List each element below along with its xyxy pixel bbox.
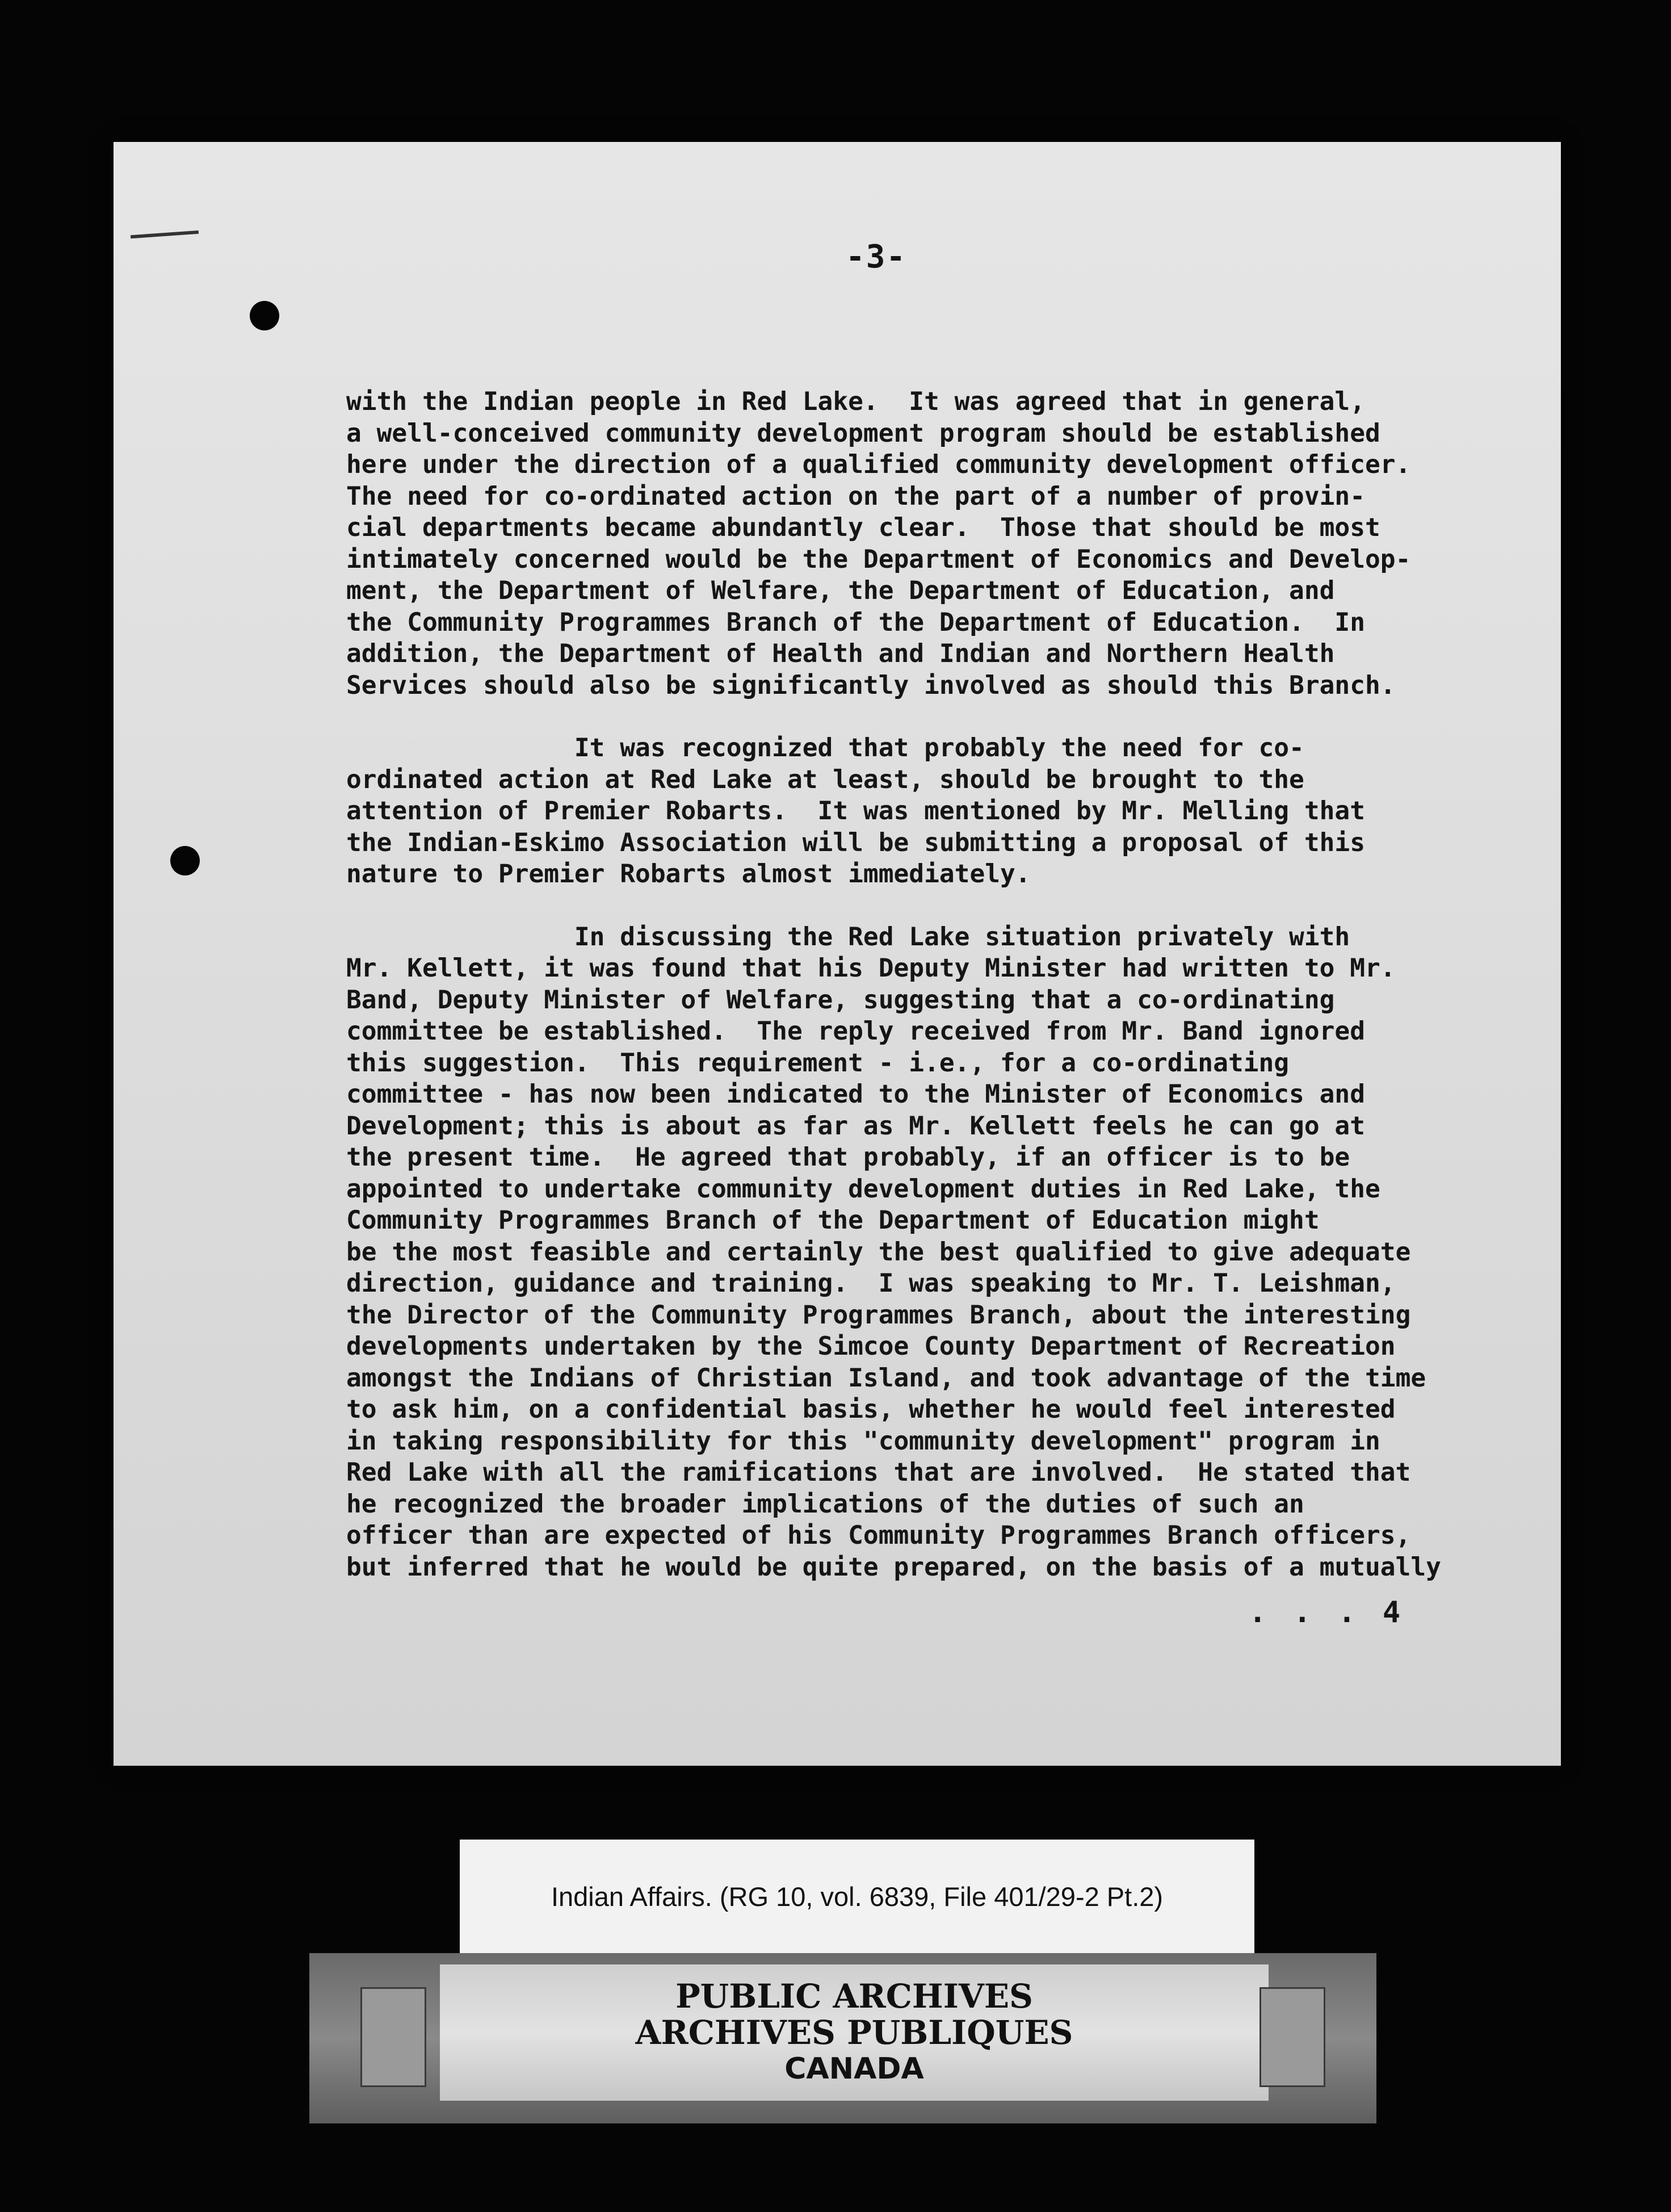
text-line: ment, the Department of Welfare, the Department of Education, and: [346, 576, 1335, 605]
punch-hole: [170, 846, 200, 875]
text-line: nature to Premier Robarts almost immediately.: [346, 860, 1031, 889]
text-line: committee be established. The reply received from Mr. Band ignored: [346, 1017, 1366, 1046]
text-line: Mr. Kellett, it was found that his Deputy Minister had written to Mr.: [346, 954, 1396, 983]
archives-line-french: ARCHIVES PUBLIQUES: [635, 2013, 1073, 2052]
text-line: In discussing the Red Lake situation privately with: [346, 922, 1350, 952]
clip: [360, 1987, 426, 2087]
text-line: in taking responsibility for this "community development" program in: [346, 1426, 1380, 1456]
archives-label: [440, 1964, 1269, 2101]
archive-caption-box: [460, 1840, 1254, 1953]
text-line: committee - has now been indicated to the Minister of Economics and: [346, 1080, 1366, 1109]
text-line: to ask him, on a confidential basis, whether he would feel interested: [346, 1395, 1396, 1424]
text-line: with the Indian people in Red Lake. It was agreed that in general,: [346, 387, 1366, 416]
text-line: officer than are expected of his Community Programmes Branch officers,: [346, 1521, 1411, 1550]
text-line: the Community Programmes Branch of the Department of Education. In: [346, 608, 1366, 637]
edge-mark: [131, 231, 199, 238]
text-line: direction, guidance and training. I was speaking to Mr. T. Leishman,: [346, 1269, 1396, 1298]
text-line: this suggestion. This requirement - i.e., for a co-ordinating: [346, 1048, 1290, 1078]
text-line: Development; this is about as far as Mr. Kellett feels he can go at: [346, 1111, 1366, 1141]
archives-line-english: PUBLIC ARCHIVES: [675, 1977, 1033, 2016]
paragraph: [346, 386, 1550, 701]
text-line: Services should also be significantly involved as should this Branch.: [346, 671, 1396, 700]
document-body: [346, 386, 1550, 1583]
punch-hole: [250, 301, 279, 330]
text-line: the Director of the Community Programmes Branch, about the interesting: [346, 1300, 1411, 1330]
text-line: the present time. He agreed that probably, if an officer is to be: [346, 1143, 1350, 1172]
text-line: cial departments became abundantly clear. Those that should be most: [346, 513, 1380, 542]
archives-stamp-strip: [309, 1953, 1376, 2123]
document-page: [114, 142, 1561, 1766]
text-line: a well-conceived community development program should be established: [346, 418, 1380, 448]
archives-line-country: CANADA: [784, 2052, 924, 2086]
text-line: the Indian-Eskimo Association will be submitting a proposal of this: [346, 828, 1366, 857]
text-line: ordinated action at Red Lake at least, should be brought to the: [346, 765, 1304, 794]
text-line: intimately concerned would be the Department of Economics and Develop-: [346, 544, 1411, 574]
text-line: appointed to undertake community development duties in Red Lake, the: [346, 1174, 1380, 1204]
text-line: Community Programmes Branch of the Department of Education might: [346, 1206, 1320, 1235]
paragraph-gap: [346, 890, 1550, 921]
archive-caption: Indian Affairs. (RG 10, vol. 6839, File 401/29-2 Pt.2): [551, 1881, 1164, 1912]
text-line: attention of Premier Robarts. It was mentioned by Mr. Melling that: [346, 797, 1366, 826]
text-line: he recognized the broader implications of the duties of such an: [346, 1489, 1304, 1519]
text-line: be the most feasible and certainly the best qualified to give adequate: [346, 1237, 1411, 1267]
text-line: Band, Deputy Minister of Welfare, suggesting that a co-ordinating: [346, 985, 1335, 1015]
text-line: It was recognized that probably the need for co-: [346, 734, 1304, 763]
paragraph-gap: [346, 701, 1550, 732]
text-line: Red Lake with all the ramifications that are involved. He stated that: [346, 1458, 1411, 1487]
continuation-mark: . . . 4: [1249, 1595, 1405, 1629]
page-number: -3-: [846, 238, 907, 275]
paragraph: [346, 921, 1550, 1583]
paragraph: [346, 732, 1550, 890]
text-line: amongst the Indians of Christian Island, and took advantage of the time: [346, 1363, 1426, 1393]
text-line: The need for co-ordinated action on the part of a number of provin-: [346, 481, 1366, 511]
text-line: here under the direction of a qualified community development officer.: [346, 450, 1411, 479]
clip: [1259, 1987, 1325, 2087]
text-line: developments undertaken by the Simcoe County Department of Recreation: [346, 1332, 1396, 1361]
text-line: addition, the Department of Health and Indian and Northern Health: [346, 639, 1335, 668]
text-line: but inferred that he would be quite prepared, on the basis of a mutually: [346, 1552, 1441, 1582]
